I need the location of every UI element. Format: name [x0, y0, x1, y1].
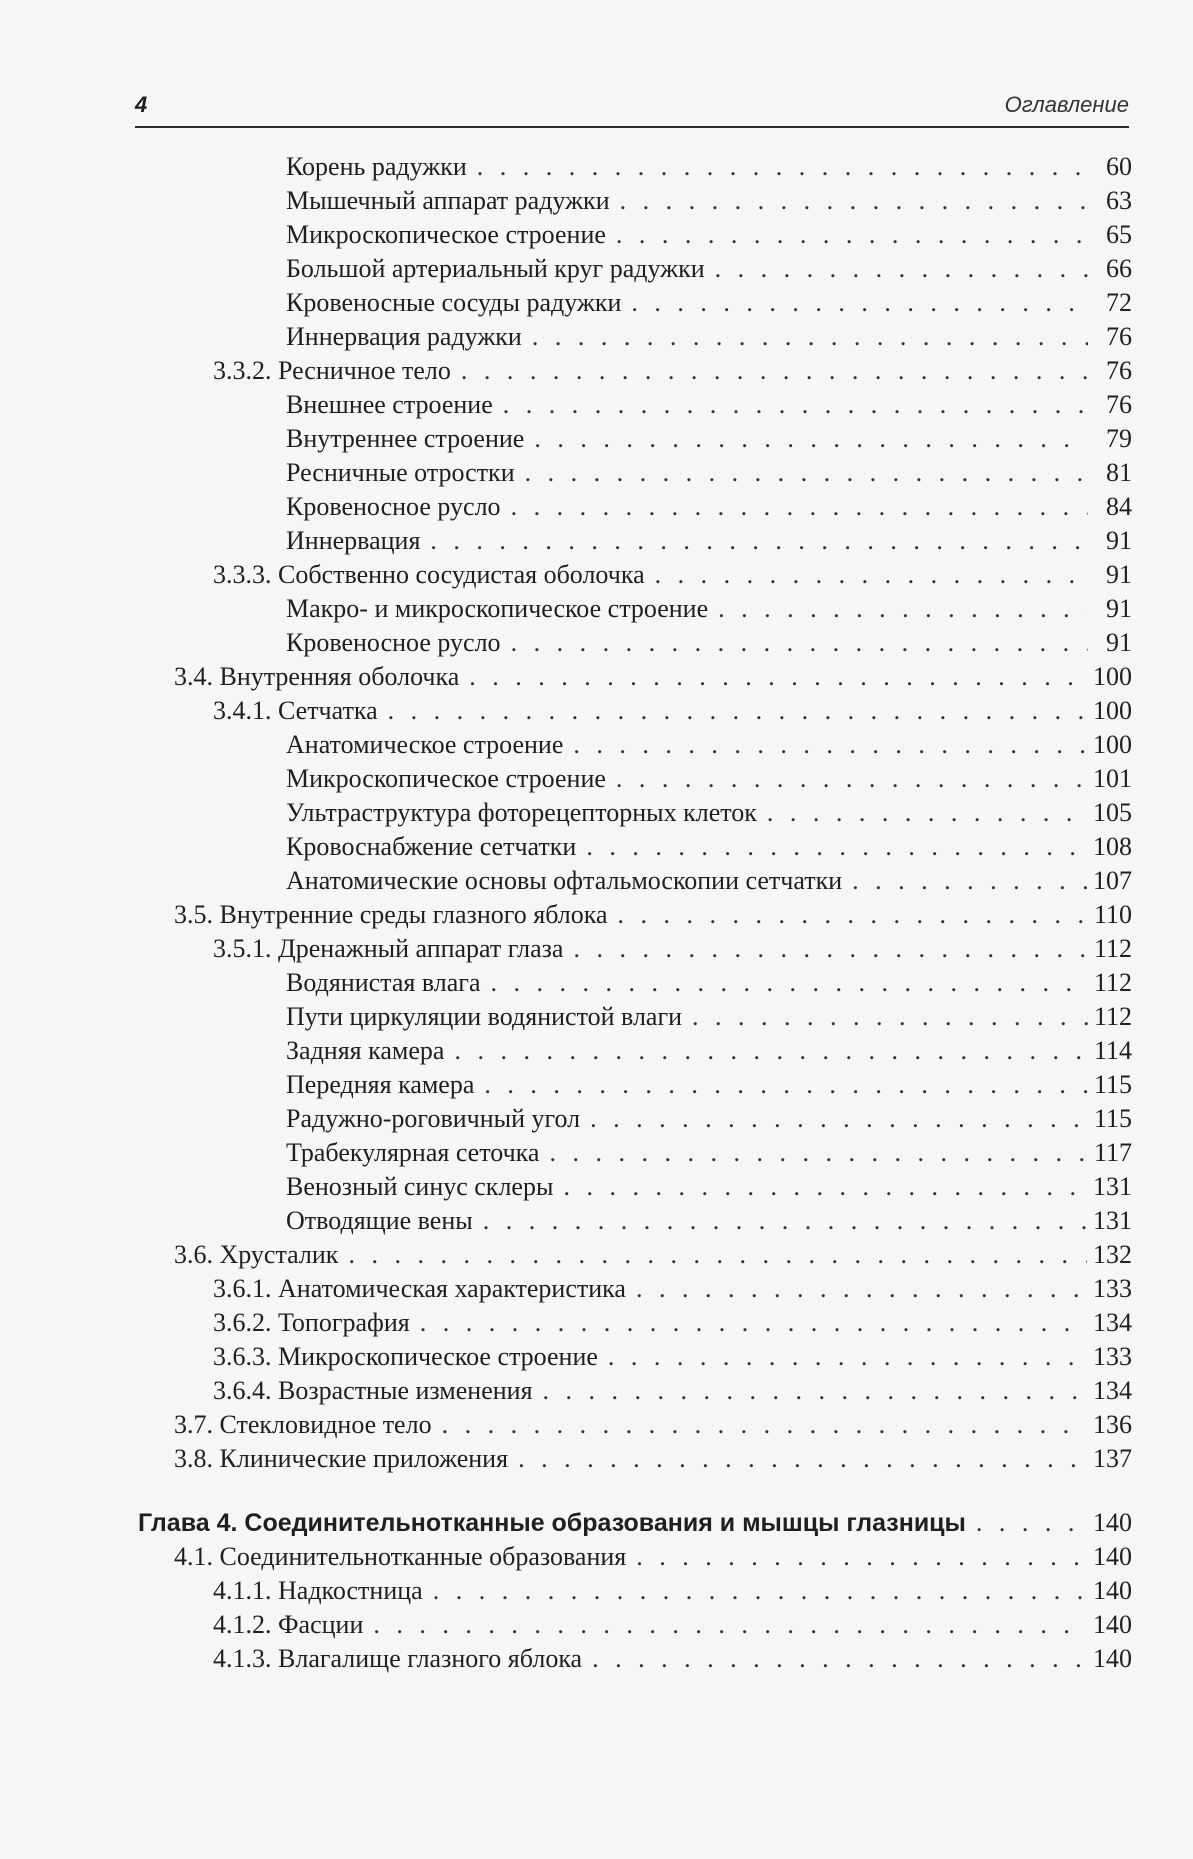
toc-entry [138, 1068, 1132, 1102]
toc-entry-page: 84 [1106, 492, 1132, 521]
toc-entry-page: 101 [1093, 764, 1132, 793]
dot-leader [503, 388, 1088, 422]
page-number: 4 [135, 92, 148, 117]
toc-entry [138, 660, 1132, 694]
dot-leader [469, 660, 1087, 694]
dot-leader [534, 422, 1088, 456]
toc-entry-title: 3.7. Стекловидное тело [174, 1410, 432, 1439]
toc-entry [138, 456, 1132, 490]
dot-leader [573, 728, 1087, 762]
dot-leader [549, 1136, 1088, 1170]
toc-entry [138, 932, 1132, 966]
dot-leader [525, 456, 1088, 490]
toc-entry-title: 3.4.1. Сетчатка [213, 696, 378, 725]
toc-entry [138, 422, 1132, 456]
toc-entry-title: Внешнее строение [286, 390, 493, 419]
dot-leader [348, 1238, 1087, 1272]
toc-entry-title: Микроскопическое строение [286, 220, 606, 249]
toc-entry-title: 4.1.2. Фасции [213, 1610, 364, 1639]
toc-entry-page: 100 [1093, 730, 1132, 759]
toc-entry [138, 1272, 1132, 1306]
dot-leader [490, 966, 1087, 1000]
toc-entry-page: 100 [1093, 696, 1132, 725]
dot-leader [692, 1000, 1088, 1034]
toc-entry-title: 4.1.1. Надкостница [213, 1576, 423, 1605]
dot-leader [511, 626, 1088, 660]
toc-entry [138, 830, 1132, 864]
dot-leader [590, 1102, 1088, 1136]
toc-entry-title: Иннервация [286, 526, 421, 555]
toc-entry-title: Задняя камера [286, 1036, 445, 1065]
dot-leader [484, 1068, 1088, 1102]
dot-leader [518, 1442, 1087, 1476]
dot-leader [976, 1506, 1087, 1540]
toc-entry [138, 1102, 1132, 1136]
toc-entry-title: Ресничные отростки [286, 458, 515, 487]
toc-entry [138, 966, 1132, 1000]
toc-entry-title: Трабекулярная сеточка [286, 1138, 540, 1167]
toc-entry-title: Микроскопическое строение [286, 764, 606, 793]
toc-entry-title: Венозный синус склеры [286, 1172, 554, 1201]
toc-entry-page: 112 [1093, 968, 1132, 997]
toc-entry-page: 131 [1093, 1206, 1132, 1235]
toc-entry-page: 91 [1106, 526, 1132, 555]
toc-entry-page: 60 [1106, 152, 1132, 181]
dot-leader [636, 1272, 1087, 1306]
toc-entry [138, 694, 1132, 728]
toc-entry-title: Водянистая влага [286, 968, 481, 997]
toc-entry [138, 1642, 1132, 1676]
dot-leader [620, 184, 1088, 218]
toc-entry-title: Корень радужки [286, 152, 467, 181]
toc-entry-page: 132 [1093, 1240, 1132, 1269]
toc-entry [138, 1000, 1132, 1034]
toc-entry [138, 864, 1132, 898]
dot-leader [618, 898, 1088, 932]
dot-leader [388, 694, 1087, 728]
toc-entry-page: 105 [1093, 798, 1132, 827]
toc-entry [138, 1136, 1132, 1170]
toc-entry-page: 137 [1093, 1444, 1132, 1473]
toc-entry-page: 91 [1106, 628, 1132, 657]
toc-entry-page: 131 [1093, 1172, 1132, 1201]
dot-leader [608, 1340, 1087, 1374]
toc-entry [138, 626, 1132, 660]
toc-entry [138, 320, 1132, 354]
toc-entry [138, 1374, 1132, 1408]
toc-entry [138, 1204, 1132, 1238]
dot-leader [616, 762, 1087, 796]
toc-entry-title: 3.4. Внутренняя оболочка [174, 662, 460, 691]
toc-entry [138, 524, 1132, 558]
toc-entry [138, 1608, 1132, 1642]
dot-leader [532, 320, 1088, 354]
toc-entry [138, 558, 1132, 592]
dot-leader [442, 1408, 1087, 1442]
dot-leader [373, 1608, 1087, 1642]
dot-leader [616, 218, 1088, 252]
toc-entry [138, 1170, 1132, 1204]
toc-entry-title: Кровеносное русло [286, 628, 501, 657]
toc-entry-page: 134 [1093, 1376, 1132, 1405]
toc-entry-page: 76 [1106, 390, 1132, 419]
toc-entry-title: 3.6.1. Анатомическая характеристика [213, 1274, 626, 1303]
dot-leader [573, 932, 1087, 966]
dot-leader [430, 524, 1088, 558]
toc-entry [138, 1574, 1132, 1608]
toc-entry-page: 76 [1106, 322, 1132, 351]
toc-entry [138, 184, 1132, 218]
toc-entry-title: Кровеносное русло [286, 492, 501, 521]
toc-entry [138, 286, 1132, 320]
toc-entry-page: 79 [1106, 424, 1132, 453]
toc-entry-page: 140 [1093, 1610, 1132, 1639]
toc-entry [138, 150, 1132, 184]
toc-entry-page: 110 [1093, 900, 1132, 929]
toc-entry-page: 140 [1093, 1542, 1132, 1571]
toc-entry-page: 72 [1106, 288, 1132, 317]
table-of-contents [138, 150, 1132, 1676]
toc-entry-title: Внутреннее строение [286, 424, 525, 453]
toc-entry-page: 81 [1106, 458, 1132, 487]
running-head: Оглавление [1004, 92, 1129, 117]
toc-entry [138, 762, 1132, 796]
toc-entry [138, 218, 1132, 252]
toc-entry-title: 3.5. Внутренние среды глазного яблока [174, 900, 608, 929]
toc-entry-title: 3.6.4. Возрастные изменения [213, 1376, 533, 1405]
toc-entry-title: Отводящие вены [286, 1206, 473, 1235]
toc-entry-page: 140 [1093, 1576, 1132, 1605]
dot-leader [631, 286, 1088, 320]
toc-entry [138, 490, 1132, 524]
toc-entry-title: 3.3.2. Ресничное тело [213, 356, 451, 385]
toc-entry-page: 112 [1093, 1002, 1132, 1031]
dot-leader [655, 558, 1088, 592]
toc-entry-page: 100 [1093, 662, 1132, 691]
toc-entry-title: Макро- и микроскопическое строение [286, 594, 709, 623]
toc-entry-title: Анатомические основы офтальмоскопии сетчатки [286, 866, 843, 895]
toc-entry [138, 1340, 1132, 1374]
toc-entry-page: 107 [1093, 866, 1132, 895]
toc-entry [138, 1306, 1132, 1340]
toc-entry [138, 898, 1132, 932]
toc-entry [138, 1238, 1132, 1272]
toc-entry-title: 3.6.2. Топография [213, 1308, 410, 1337]
dot-leader [563, 1170, 1087, 1204]
toc-entry-title: Ультраструктура фоторецепторных клеток [286, 798, 757, 827]
toc-entry [138, 1442, 1132, 1476]
toc-entry-page: 140 [1093, 1508, 1132, 1537]
dot-leader [767, 796, 1087, 830]
dot-leader [543, 1374, 1087, 1408]
dot-leader [433, 1574, 1087, 1608]
toc-entry [138, 1408, 1132, 1442]
dot-leader [511, 490, 1088, 524]
toc-entry-title: Пути циркуляции водянистой влаги [286, 1002, 683, 1031]
toc-entry-page: 140 [1093, 1644, 1132, 1673]
toc-entry-page: 117 [1093, 1138, 1132, 1167]
toc-entry-page: 115 [1093, 1104, 1132, 1133]
toc-entry-title: Кровоснабжение сетчатки [286, 832, 577, 861]
toc-entry-page: 133 [1093, 1274, 1132, 1303]
toc-entry-title: Радужно-роговичный угол [286, 1104, 581, 1133]
toc-entry-page: 134 [1093, 1308, 1132, 1337]
toc-entry [138, 728, 1132, 762]
toc-entry-page: 66 [1106, 254, 1132, 283]
dot-leader [636, 1540, 1087, 1574]
toc-entry-page: 63 [1106, 186, 1132, 215]
toc-entry-title: 4.1. Соединительнотканные образования [174, 1542, 627, 1571]
toc-entry-page: 91 [1106, 560, 1132, 589]
toc-entry [138, 1034, 1132, 1068]
toc-entry-title: 4.1.3. Влагалище глазного яблока [213, 1644, 583, 1673]
toc-entry [138, 354, 1132, 388]
dot-leader [592, 1642, 1087, 1676]
toc-entry [138, 1540, 1132, 1574]
toc-entry-page: 112 [1093, 934, 1132, 963]
dot-leader [454, 1034, 1088, 1068]
toc-entry-title: Глава 4. Соединительнотканные образования и мышцы глазницы [138, 1509, 966, 1537]
dot-leader [477, 150, 1088, 184]
toc-entry-page: 91 [1106, 594, 1132, 623]
toc-entry-page: 65 [1106, 220, 1132, 249]
dot-leader [718, 592, 1088, 626]
toc-entry-title: 3.6.3. Микроскопическое строение [213, 1342, 598, 1371]
toc-entry-title: Передняя камера [286, 1070, 475, 1099]
toc-entry [138, 388, 1132, 422]
toc-entry [138, 796, 1132, 830]
toc-entry-page: 76 [1106, 356, 1132, 385]
toc-entry-title: 3.5.1. Дренажный аппарат глаза [213, 934, 564, 963]
toc-entry-title: 3.6. Хрусталик [174, 1240, 339, 1269]
toc-entry [138, 1506, 1132, 1540]
dot-leader [461, 354, 1088, 388]
toc-entry-page: 115 [1093, 1070, 1132, 1099]
toc-entry-title: Мышечный аппарат радужки [286, 186, 610, 215]
toc-entry-title: 3.8. Клинические приложения [174, 1444, 509, 1473]
toc-entry-page: 114 [1093, 1036, 1132, 1065]
dot-leader [852, 864, 1087, 898]
toc-entry-page: 108 [1093, 832, 1132, 861]
page-header [135, 84, 1129, 128]
toc-entry-page: 133 [1093, 1342, 1132, 1371]
dot-leader [483, 1204, 1087, 1238]
toc-entry-title: Иннервация радужки [286, 322, 522, 351]
toc-entry-page: 136 [1093, 1410, 1132, 1439]
dot-leader [420, 1306, 1087, 1340]
toc-entry-title: Анатомическое строение [286, 730, 564, 759]
dot-leader [715, 252, 1088, 286]
toc-entry [138, 252, 1132, 286]
toc-entry-title: Кровеносные сосуды радужки [286, 288, 622, 317]
toc-entry-title: 3.3.3. Собственно сосудистая оболочка [213, 560, 645, 589]
toc-entry-title: Большой артериальный круг радужки [286, 254, 705, 283]
toc-entry [138, 592, 1132, 626]
dot-leader [586, 830, 1087, 864]
